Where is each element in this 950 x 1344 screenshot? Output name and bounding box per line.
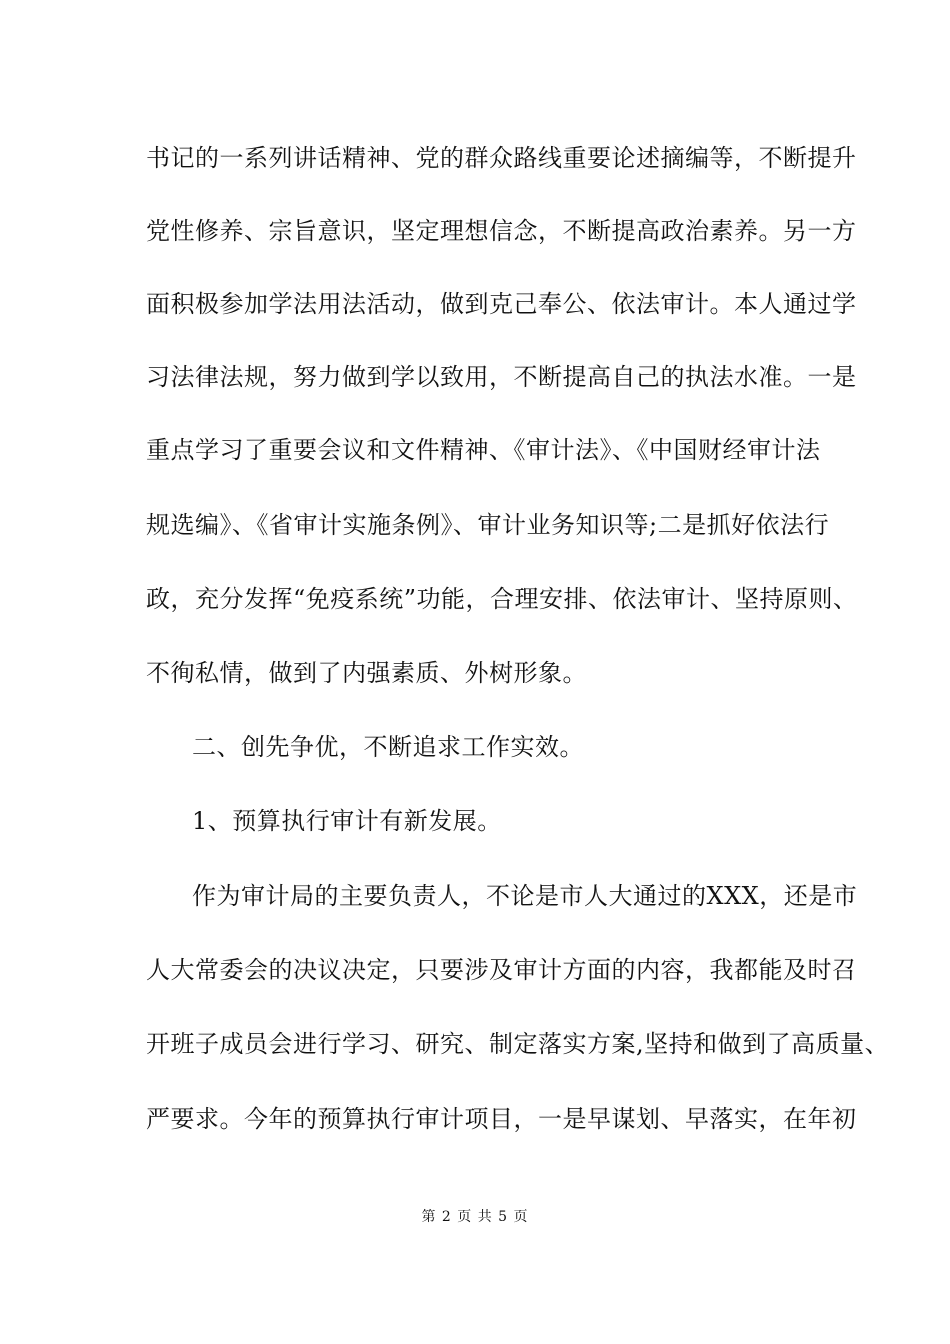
text-line-12: 人大常委会的决议决定，只要涉及审计方面的内容，我都能及时召 [146,956,857,984]
text-line-8: 不徇私情，做到了内强素质、外树形象。 [146,659,587,687]
text-line-2: 党性修养、宗旨意识，坚定理想信念，不断提高政治素养。另一方 [146,217,857,245]
text-line-1: 书记的一系列讲话精神、党的群众路线重要论述摘编等，不断提升 [146,144,857,172]
subsection-heading: 1、预算执行审计有新发展。 [192,807,502,835]
text-line-7: 政，充分发挥“免疫系统”功能，合理安排、依法审计、坚持原则、 [146,585,858,613]
text-line-3: 面积极参加学法用法活动，做到克己奉公、依法审计。本人通过学 [146,290,857,318]
text-line-4: 习法律法规，努力做到学以致用，不断提高自己的执法水准。一是 [146,363,857,391]
text-line-11: 作为审计局的主要负责人，不论是市人大通过的XXX，还是市 [192,882,858,910]
text-line-6: 规选编》、《省审计实施条例》、审计业务知识等;二是抓好依法行 [146,511,830,539]
text-line-14: 严要求。今年的预算执行审计项目，一是早谋划、早落实，在年初 [146,1105,857,1133]
text-line-5: 重点学习了重要会议和文件精神、《审计法》、《中国财经审计法 [146,436,821,464]
page-number-footer: 第 2 页 共 5 页 [421,1209,529,1225]
section-heading: 二、创先争优，不断追求工作实效。 [192,733,584,761]
text-line-13: 开班子成员会进行学习、研究、制定落实方案,坚持和做到了高质量、 [146,1030,890,1058]
